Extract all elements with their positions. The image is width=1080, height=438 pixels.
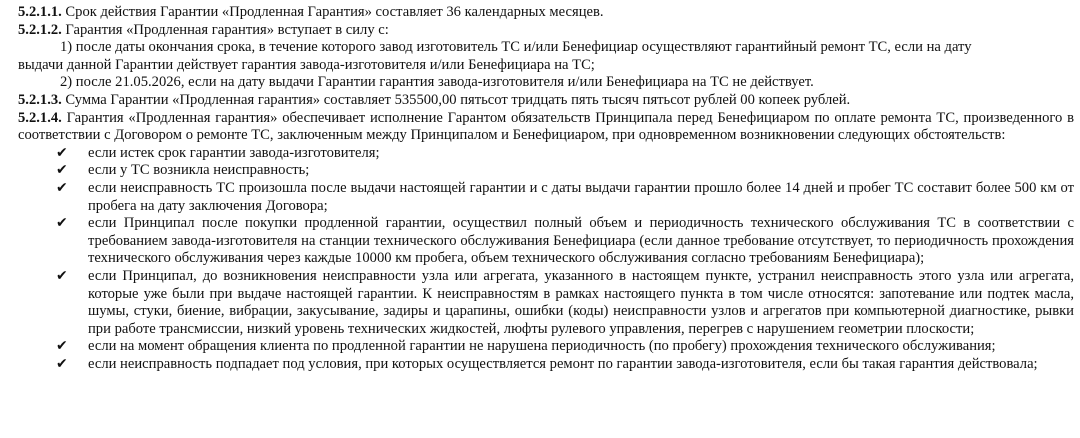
clause-text: Срок действия Гарантии «Продленная Гарантия» составляет 36 календарных месяцев. <box>61 4 604 20</box>
list-item-text: если Принципал, до возникновения неисправности узла или агрегата, указанного в настоящем пункте, устранил неисправность этого узла или агрегата, которые уже были при выдаче настоящей гарантии. К неисправностям в рамках настоящего пункта в том числе относятся: запотевание или подтек масла, шумы, стуки, биение, вибрации, закусывание, задиры и царапины, ошибки (коды) неисправности узлов и агрегатов при компьютерной диагностике, рывки при работе трансмиссии, низкий уровень технических жидкостей, люфты рулевого управления, перегрев с нарушением геометрии плоскости; <box>88 267 1074 337</box>
checkmark-icon: ✔ <box>56 215 68 232</box>
clause-number: 5.2.1.4. <box>18 109 62 126</box>
clause-number: 5.2.1.3. <box>18 91 62 108</box>
list-item-text: если неисправность ТС произошла после выдачи настоящей гарантии и с даты выдачи гарантии прошло более 14 дней и пробег ТС составит более 500 км от пробега на дату заключения Договора; <box>88 179 1074 214</box>
subclause-1-line-2: выдачи данной Гарантии действует гарантия завода-изготовителя и/или Бенефициара на ТС; <box>18 56 595 73</box>
list-item <box>18 338 1074 356</box>
clause-5-2-1-2 <box>18 22 1074 40</box>
clause-text: Сумма Гарантии «Продленная гарантия» составляет 535500,00 пятьсот тридцать пять тысяч пятьсот рублей 00 копеек рублей. <box>61 91 851 108</box>
subclause-2: 2) после 21.05.2026, если на дату выдачи Гарантии гарантия завода-изготовителя и/или Бенефициара на ТС не действует. <box>60 74 814 91</box>
checkmark-icon: ✔ <box>56 179 68 196</box>
checkmark-icon: ✔ <box>56 267 68 284</box>
list-item <box>18 162 1074 180</box>
list-item-text: если на момент обращения клиента по продленной гарантии не нарушена периодичность (по пробегу) прохождения технического обслуживания; <box>88 338 996 355</box>
list-item <box>18 215 1074 268</box>
list-item-text: если истек срок гарантии завода-изготовителя; <box>88 144 380 161</box>
conditions-list <box>18 145 1074 374</box>
list-item-text: если Принципал после покупки продленной гарантии, осуществил полный объем и периодичность технического обслуживания ТС в соответствии с требованием завода-изготовителя на станции технического обслуживания Бенефициара (если данное требование отсутствует, то периодичность прохождения технического обслуживания через каждые 10000 км пробега, объем технического обслуживания согласно требованиям Бенефициара); <box>88 215 1074 267</box>
list-item <box>18 356 1074 374</box>
list-item <box>18 145 1074 163</box>
clause-text: Гарантия «Продленная гарантия» обеспечивает исполнение Гарантом обязательств Принципала перед Бенефициаром по оплате ремонта ТС, произведенного в соответствии с Договором о ремонте ТС, заключенным между Принципалом и Бенефициаром, при одновременном возникновении следующих обстоятельств: <box>18 109 1074 144</box>
list-item <box>18 180 1074 215</box>
list-item <box>18 268 1074 338</box>
checkmark-icon: ✔ <box>56 162 68 179</box>
checkmark-icon: ✔ <box>56 144 68 161</box>
checkmark-icon: ✔ <box>56 338 68 355</box>
clause-5-2-1-4 <box>18 110 1074 145</box>
clause-5-2-1-3 <box>18 92 1074 110</box>
clause-number: 5.2.1.2. <box>18 21 62 38</box>
list-item-text: если неисправность подпадает под условия, при которых осуществляется ремонт по гарантии завода-изготовителя, если бы такая гарантия действовала; <box>88 355 1038 372</box>
checkmark-icon: ✔ <box>56 355 68 372</box>
subclause-1-line-1: 1) после даты окончания срока, в течение которого завод изготовитель ТС и/или Бенефициар осуществляют гарантийный ремонт ТС, если на дату <box>60 39 972 56</box>
clause-number: 5.2.1.1. <box>18 4 62 20</box>
clause-5-2-1-1 <box>18 4 1074 22</box>
list-item-text: если у ТС возникла неисправность; <box>88 162 310 179</box>
clause-text: Гарантия «Продленная гарантия» вступает в силу с: <box>61 21 389 38</box>
